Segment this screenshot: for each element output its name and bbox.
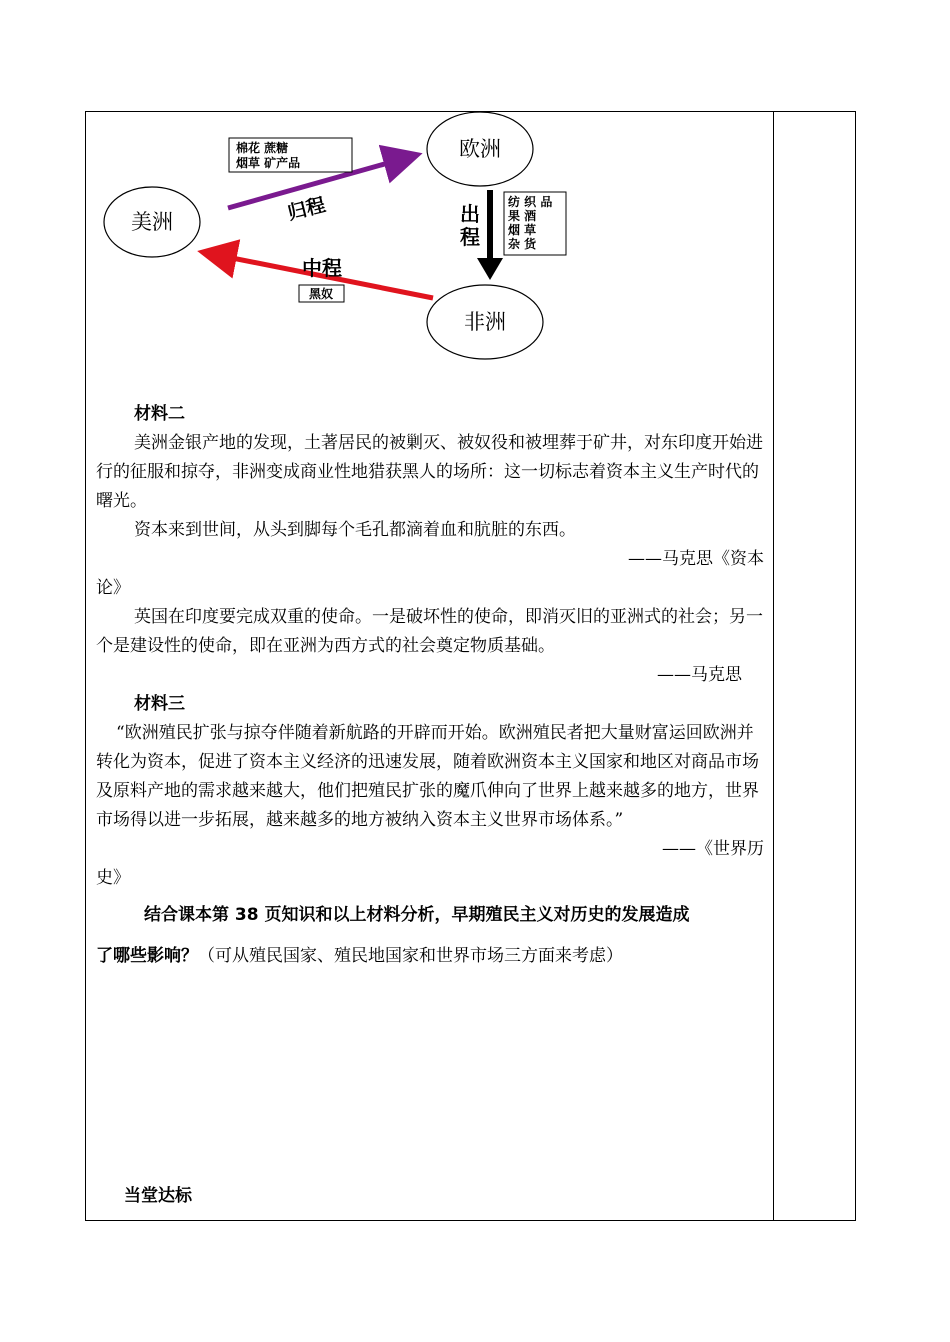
cargo-outbound-line-1: 纺 织 品	[508, 195, 553, 209]
material2-paragraph-1: 美洲金银产地的发现，土著居民的被剿灭、被奴役和被埋葬于矿井，对东印度开始进行的征服和掠夺，非洲变成商业性地猎获黑人的场所：这一切标志着资本主义生产时代的曙光。	[96, 433, 763, 511]
node-africa	[427, 285, 543, 359]
cargo-outbound-line-4: 杂 货	[508, 237, 537, 251]
node-europe	[427, 112, 533, 186]
cargo-outbound-line-2: 果 酒	[508, 209, 537, 223]
node-america	[104, 187, 200, 257]
cargo-box-middle	[299, 285, 344, 302]
node-africa-label: 非洲	[464, 310, 506, 334]
section-label-practice: 当堂达标	[124, 1186, 192, 1206]
node-america-label: 美洲	[131, 210, 173, 234]
cargo-box-return	[229, 138, 352, 172]
question-line-2-bold: 了哪些影响？	[96, 946, 198, 966]
material3-heading: 材料三	[134, 694, 185, 714]
triangle-trade-diagram	[95, 112, 655, 372]
question-line-2-note: （可从殖民国家、殖民地国家和世界市场三方面来考虑）	[198, 946, 623, 966]
route-label-middle: 中程	[302, 256, 342, 280]
material2-paragraph-2: 资本来到世间，从头到脚每个毛孔都滴着血和肮脏的东西。	[134, 520, 576, 540]
material3-source-cont: 史》	[96, 868, 130, 888]
material2-paragraph-3: 英国在印度要完成双重的使命。一是破坏性的使命，即消灭旧的亚洲式的社会；另一个是建设性的使命，即在亚洲为西方式的社会奠定物质基础。	[96, 607, 763, 656]
material2-source-1: ——马克思《资本	[628, 549, 764, 569]
cargo-middle-line-1: 黑奴	[308, 287, 334, 301]
question-line-1: 结合课本第 38 页知识和以上材料分析，早期殖民主义对历史的发展造成	[144, 905, 690, 925]
material3-source: ——《世界历	[662, 839, 764, 859]
document-body	[96, 400, 764, 971]
cargo-box-outbound	[504, 192, 566, 255]
material2-source-1-cont: 论》	[96, 578, 130, 598]
material2-source-2: ——马克思	[657, 665, 742, 685]
route-label-outbound-1: 出	[460, 202, 480, 226]
question-line-2	[96, 942, 764, 971]
material3-paragraph: “欧洲殖民扩张与掠夺伴随着新航路的开辟而开始。欧洲殖民者把大量财富运回欧洲并转化为资本，促进了资本主义经济的迅速发展，随着欧洲资本主义国家和地区对商品市场及原料产地的需求越来越大，他们把殖民扩张的魔爪伸向了世界上越来越多的地方，世界市场得以进一步拓展，越来越多的地方被纳入资本主义世界市场体系。”	[96, 723, 759, 830]
cargo-return-line-2: 烟草 矿产品	[236, 156, 301, 170]
node-europe-label: 欧洲	[459, 137, 501, 161]
cargo-return-line-1: 棉花 蔗糖	[236, 141, 289, 155]
route-label-outbound-2: 程	[460, 225, 480, 249]
material2-heading: 材料二	[134, 404, 185, 424]
route-label-return: 归程	[285, 193, 328, 225]
cargo-outbound-line-3: 烟 草	[508, 223, 537, 237]
outbound-route-head	[477, 258, 503, 280]
column-divider	[773, 111, 774, 1221]
